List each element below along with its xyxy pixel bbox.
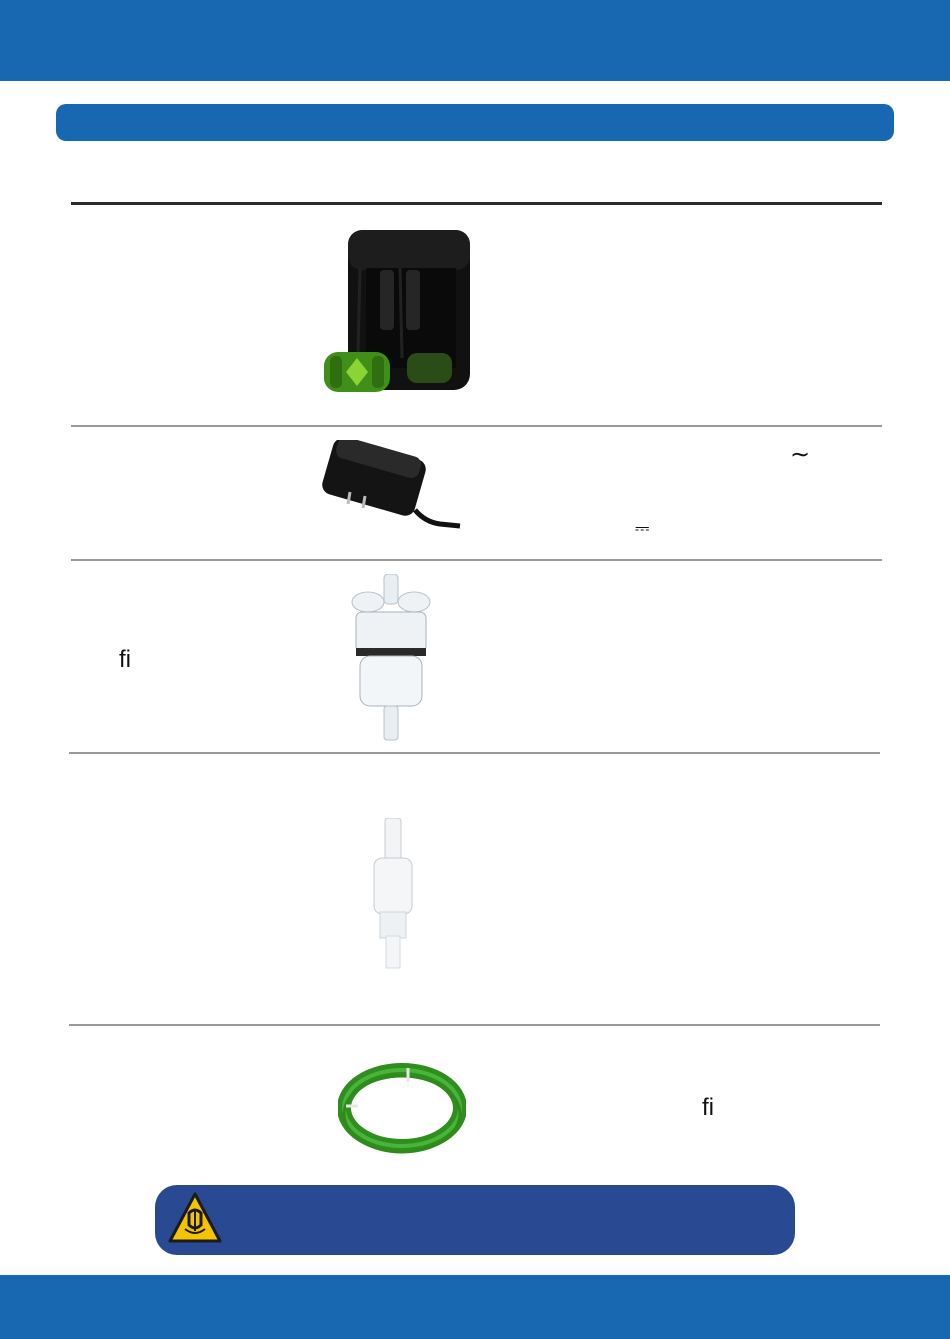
- power-adapter-image: [320, 440, 465, 553]
- header-band: [0, 0, 950, 81]
- section-title-bar: [56, 104, 894, 141]
- footer-band: [0, 1275, 950, 1339]
- tubing-coil-image: [338, 1058, 466, 1163]
- warning-box: [155, 1185, 795, 1255]
- row-divider: [71, 559, 882, 561]
- dc-symbol: ⎓: [635, 518, 650, 539]
- controller-image: [322, 228, 472, 403]
- row3-text: ﬁ: [119, 646, 131, 673]
- warning-triangle-icon: [167, 1191, 223, 1250]
- row-divider: [71, 425, 882, 427]
- check-valve-image: [368, 818, 418, 975]
- bubble-counter-image: [346, 574, 436, 749]
- row5-text: ﬁ: [702, 1094, 714, 1121]
- row-divider: [69, 752, 880, 754]
- row-divider: [69, 1024, 880, 1026]
- table-top-rule: [71, 202, 882, 205]
- ac-symbol: ∼: [790, 440, 811, 468]
